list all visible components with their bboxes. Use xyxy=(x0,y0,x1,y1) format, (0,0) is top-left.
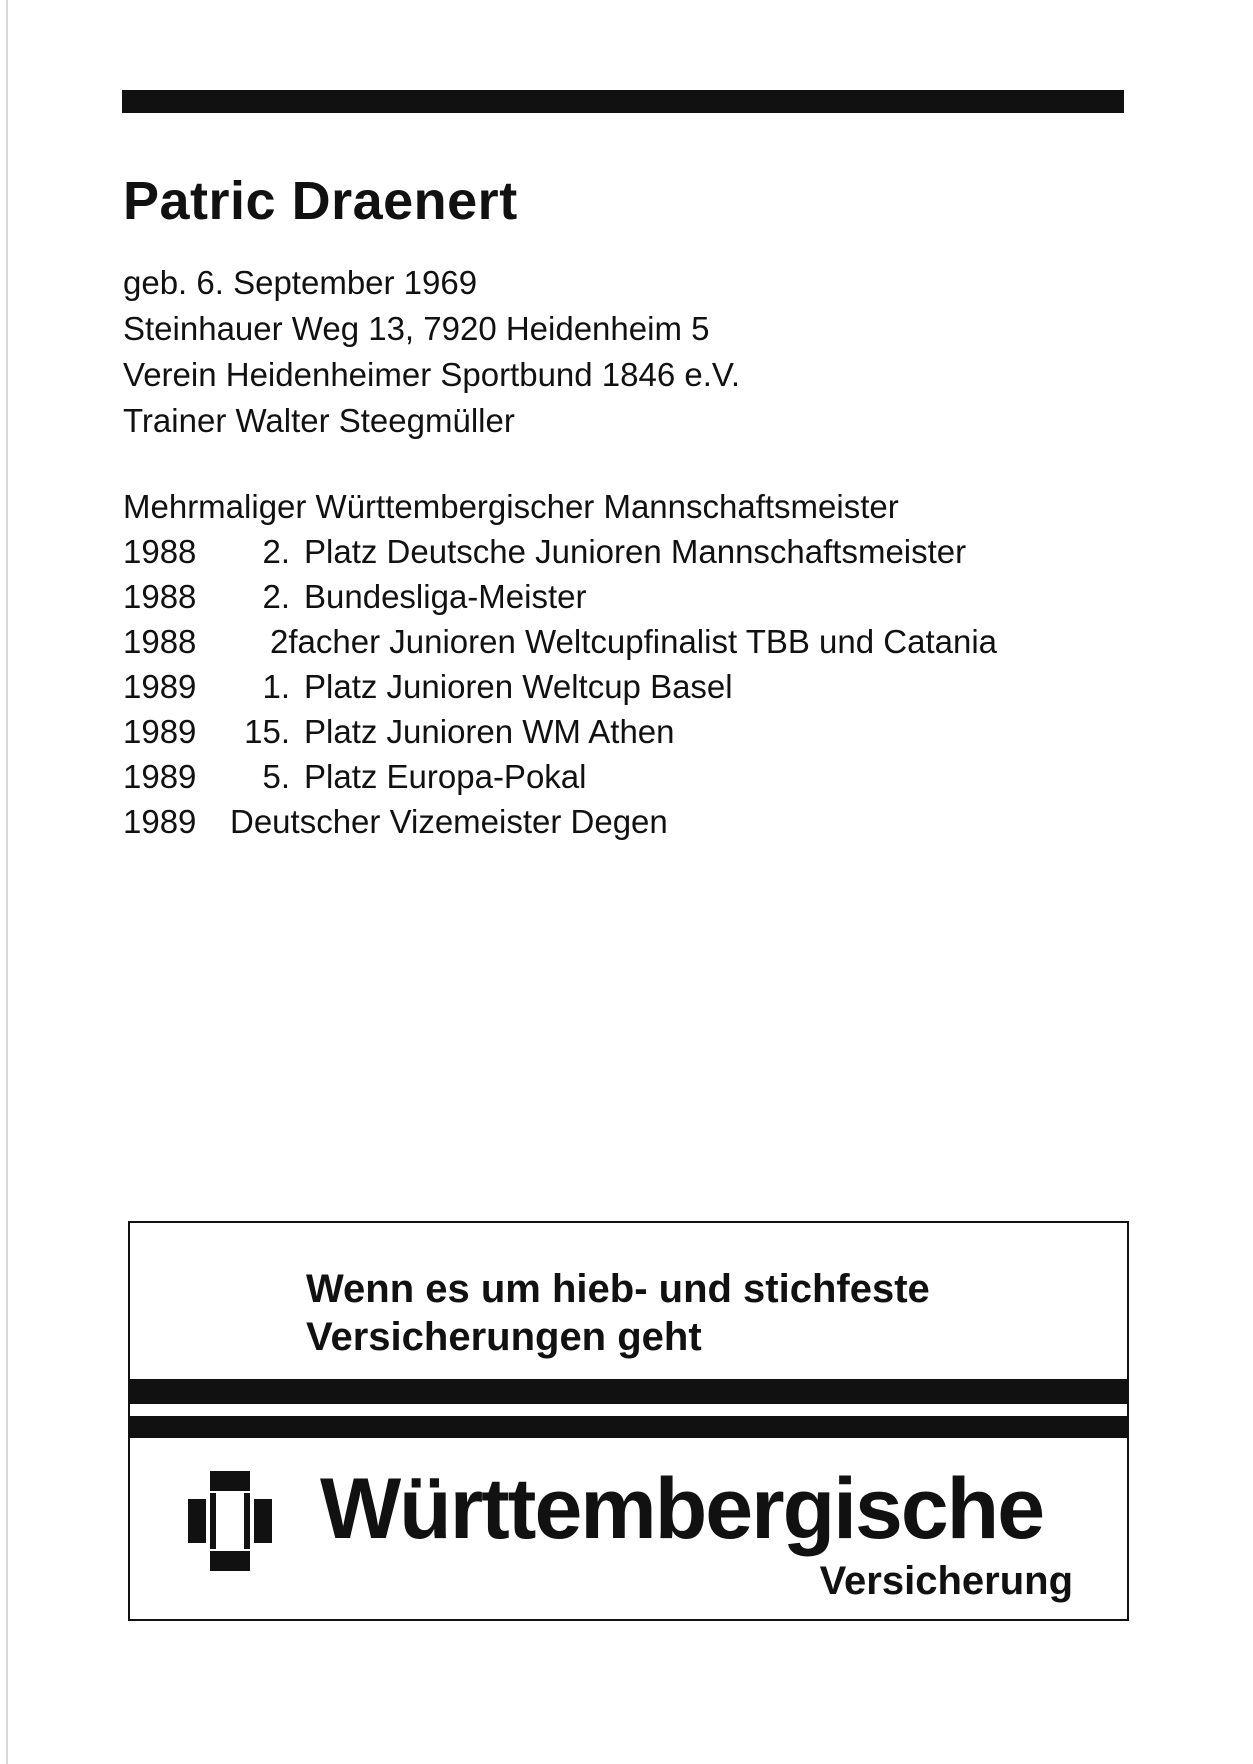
result-row xyxy=(123,574,997,619)
insurance-ad xyxy=(128,1221,1129,1621)
address: Steinhauer Weg 13, 7920 Heidenheim 5 xyxy=(123,310,710,347)
square-cross-logo-icon xyxy=(188,1471,272,1571)
result-row xyxy=(123,799,997,844)
ad-stripe xyxy=(130,1379,1127,1404)
result-row xyxy=(123,619,997,664)
ad-slogan-line: Versicherungen geht xyxy=(306,1315,702,1359)
result-place: 5. xyxy=(262,758,290,795)
result-text: Platz Junioren WM Athen xyxy=(304,713,675,750)
result-year: 1988 xyxy=(123,533,197,570)
result-year: 1989 xyxy=(123,803,197,840)
birth-date: geb. 6. September 1969 xyxy=(123,264,478,301)
result-year: 1988 xyxy=(123,578,197,615)
ad-slogan-line: Wenn es um hieb- und stichfeste xyxy=(306,1267,930,1311)
results-list xyxy=(123,484,997,844)
result-text: Platz Deutsche Junioren Mannschaftsmeister xyxy=(304,533,967,570)
ad-slogan xyxy=(306,1265,930,1361)
result-year: 1989 xyxy=(123,668,197,705)
brand-subtitle: Versicherung xyxy=(819,1559,1073,1603)
result-year: 1989 xyxy=(123,713,197,750)
result-place: 1. xyxy=(262,668,290,705)
person-name: Patric Draenert xyxy=(123,171,518,231)
result-place: 2. xyxy=(262,533,290,570)
results-intro: Mehrmaliger Württembergischer Mannschaftsmeister xyxy=(123,488,899,525)
result-place xyxy=(230,619,260,664)
brand-name: Württembergische xyxy=(320,1461,1044,1557)
top-rule xyxy=(122,90,1124,113)
result-year: 1989 xyxy=(123,758,197,795)
result-text: Platz Junioren Weltcup Basel xyxy=(304,668,733,705)
result-row xyxy=(123,664,997,709)
club: Verein Heidenheimer Sportbund 1846 e.V. xyxy=(123,356,741,393)
result-text: 2facher Junioren Weltcupfinalist TBB und Catania xyxy=(270,623,998,660)
result-place: 15. xyxy=(244,713,290,750)
result-place: 2. xyxy=(262,578,290,615)
result-text: Deutscher Vizemeister Degen xyxy=(230,803,668,840)
result-row xyxy=(123,754,997,799)
result-row xyxy=(123,529,997,574)
result-text: Bundesliga-Meister xyxy=(304,578,587,615)
trainer: Trainer Walter Steegmüller xyxy=(123,402,515,439)
result-text: Platz Europa-Pokal xyxy=(304,758,587,795)
ad-stripe xyxy=(130,1416,1127,1438)
result-row xyxy=(123,709,997,754)
page-edge xyxy=(6,0,8,1764)
result-year: 1988 xyxy=(123,623,197,660)
personal-info xyxy=(123,260,740,444)
